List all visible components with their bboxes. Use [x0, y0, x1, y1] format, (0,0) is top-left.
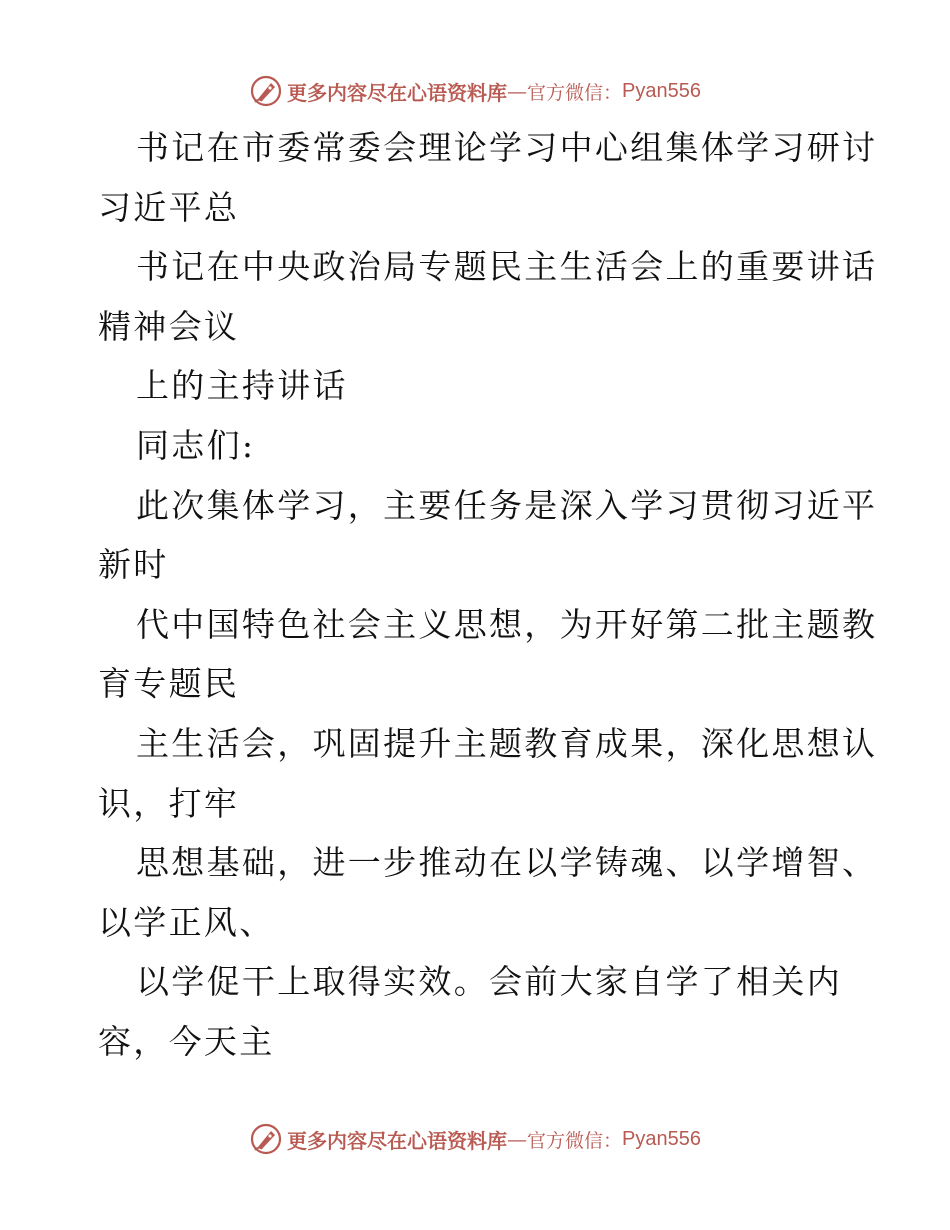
- text-line: 精神会议: [98, 306, 240, 346]
- banner-slogan: 更多内容尽在心语资料库: [287, 1128, 507, 1153]
- header-banner: [0, 71, 950, 111]
- text-line: 容，今天主: [98, 1021, 275, 1061]
- document-body: [98, 118, 878, 1072]
- text-line: 书记在市委常委会理论学习中心组集体学习研讨: [136, 128, 878, 167]
- text-line: 同志们:: [136, 425, 256, 465]
- banner-wechat-id: Pyan556: [622, 1127, 701, 1150]
- text-line: 书记在中央政治局专题民主生活会上的重要讲话: [136, 247, 878, 287]
- text-line: 上的主持讲话: [136, 366, 348, 406]
- pen-nib-logo-icon: [249, 1122, 283, 1156]
- text-line: 新时: [98, 545, 169, 585]
- banner-slogan: 更多内容尽在心语资料库: [287, 80, 507, 105]
- pen-nib-logo-icon: [249, 74, 283, 108]
- banner-wechat-id: Pyan556: [622, 79, 701, 102]
- text-line: 识，打牢: [98, 783, 240, 823]
- text-line: 主生活会，巩固提升主题教育成果，深化思想认: [136, 723, 878, 763]
- text-line: 习近平总: [98, 187, 240, 227]
- text-line: 育专题民: [98, 664, 240, 704]
- footer-banner-content: [249, 1122, 701, 1156]
- text-line: 此次集体学习，主要任务是深入学习贯彻习近平: [136, 485, 878, 525]
- banner-dash: —: [507, 1127, 527, 1151]
- footer-banner: [0, 1119, 950, 1159]
- text-line: 代中国特色社会主义思想，为开好第二批主题教: [136, 604, 878, 644]
- text-line: 思想基础，进一步推动在以学铸魂、以学增智、: [136, 843, 878, 883]
- banner-dash: —: [507, 79, 527, 103]
- banner-wechat-label: 官方微信：: [527, 81, 623, 104]
- header-banner-content: [249, 74, 701, 108]
- text-line: 以学促干上取得实效。会前大家自学了相关内: [136, 962, 842, 1002]
- banner-wechat-label: 官方微信：: [527, 1129, 623, 1152]
- text-line: 以学正风、: [98, 902, 275, 942]
